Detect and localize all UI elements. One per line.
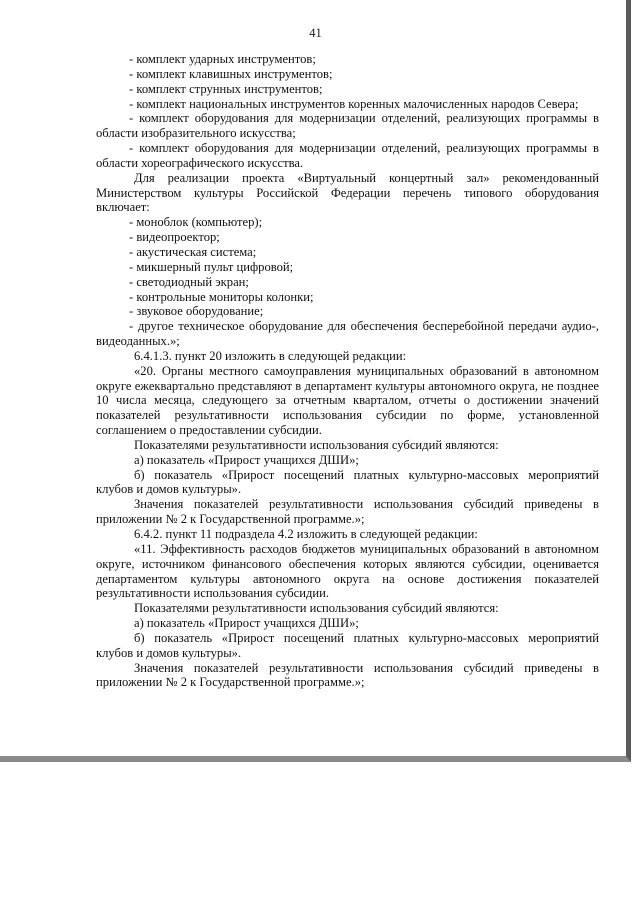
paragraph: б) показатель «Прирост посещений платных культурно-массовых мероприятий клубов и домов культуры». [96, 630, 599, 660]
paragraph: - моноблок (компьютер); [129, 215, 263, 230]
paragraph: Значения показателей результативности использования субсидий приведены в приложении № 2 к Государственной программе.»; [96, 660, 599, 690]
paragraph: - другое техническое оборудование для обеспечения бесперебойной передачи аудио-, видеоданных.»; [96, 319, 599, 349]
paragraph: а) показатель «Прирост учащихся ДШИ»; [134, 616, 359, 631]
paragraph: - комплект клавишных инструментов; [129, 66, 333, 81]
paragraph: б) показатель «Прирост посещений платных культурно-массовых мероприятий клубов и домов культуры». [96, 467, 599, 497]
paragraph: «20. Органы местного самоуправления муниципальных образований в автономном округе ежеквартально представляют в департамент культуры автономного округа, не позднее 10 числа месяца, следующего за отчетным кварталом, отчеты о достижении значений показателей результативности использования субсидии по форме, установленной соглашением о предоставлении субсидии. [96, 363, 599, 438]
paragraph: - комплект оборудования для модернизации отделений, реализующих программы в области изобразительного искусства; [96, 111, 599, 141]
paragraph: «11. Эффективность расходов бюджетов муниципальных образований в автономном округе, источником финансового обеспечения которых являются субсидии, оценивается департаментом культуры автономного округа на основе достижения показателей результативности использования субсидии. [96, 541, 599, 601]
paragraph: - комплект оборудования для модернизации отделений, реализующих программы в области хореографического искусства. [96, 141, 599, 170]
paragraph: - контрольные мониторы колонки; [129, 289, 314, 304]
paragraph: Значения показателей результативности использования субсидий приведены в приложении № 2 к Государственной программе.»; [96, 497, 599, 527]
paragraph: а) показатель «Прирост учащихся ДШИ»; [134, 452, 359, 467]
paragraph: - комплект ударных инструментов; [129, 52, 316, 66]
document-body [96, 52, 599, 690]
paragraph: - видеопроектор; [129, 230, 220, 245]
paragraph: - микшерный пульт цифровой; [129, 259, 294, 274]
paragraph: Показателями результативности использования субсидий являются: [134, 601, 499, 616]
paragraph: 6.4.2. пункт 11 подраздела 4.2 изложить в следующей редакции: [134, 527, 478, 541]
paragraph: - светодиодный экран; [129, 274, 249, 289]
paragraph: Для реализации проекта «Виртуальный концертный зал» рекомендованный Министерством культуры Российской Федерации перечень типового оборудования включает: [96, 170, 599, 215]
paragraph: Показателями результативности использования субсидий являются: [134, 437, 499, 452]
paragraph: - комплект национальных инструментов коренных малочисленных народов Севера; [129, 96, 579, 111]
paragraph: - комплект струнных инструментов; [129, 81, 323, 96]
paragraph: 6.4.1.3. пункт 20 изложить в следующей редакции: [134, 348, 407, 363]
paragraph: - акустическая система; [129, 244, 257, 259]
paragraph: - звуковое оборудование; [129, 304, 264, 319]
page-number: 41 [309, 26, 322, 40]
